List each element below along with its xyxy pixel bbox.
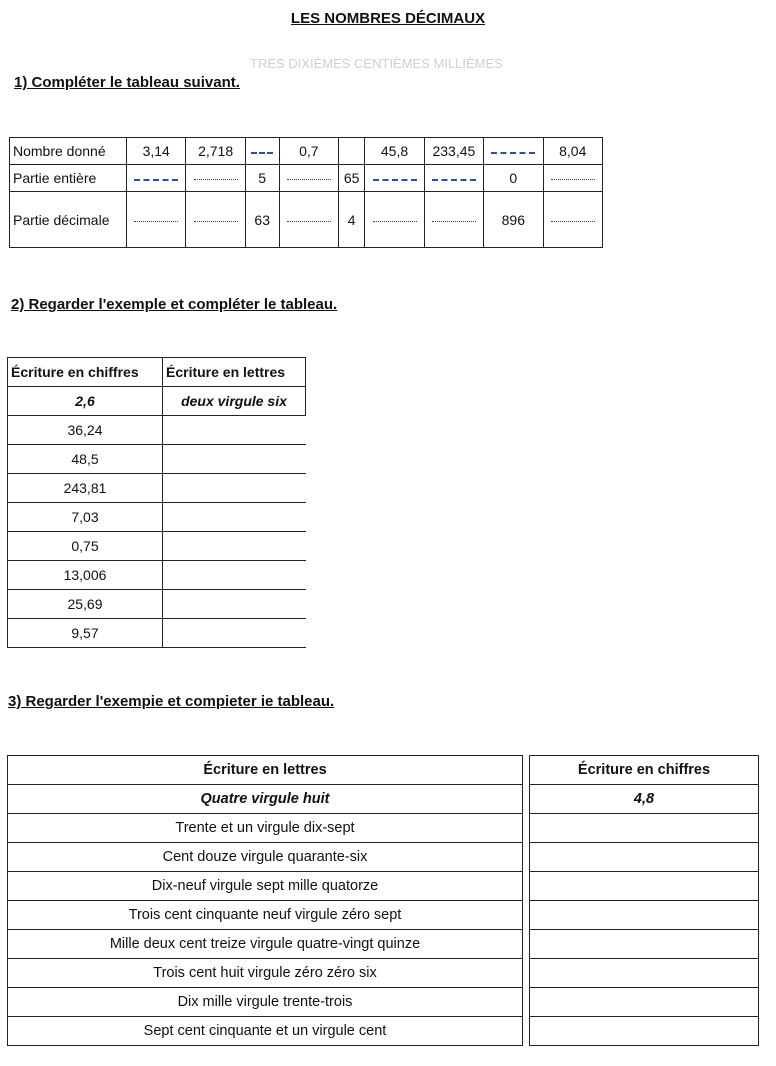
number-cell: 243,81 (8, 474, 163, 503)
words-cell: Sept cent cinquante et un virgule cent (8, 1017, 523, 1046)
table-row (8, 416, 306, 445)
number-cell: 0,75 (8, 532, 163, 561)
section1-heading: 1) Compléter le tableau suivant. (14, 74, 240, 91)
col-header-letters: Écriture en lettres (163, 358, 306, 387)
words-cell: Cent douze virgule quarante-six (8, 843, 523, 872)
table-row (8, 988, 759, 1017)
cell: 896 (484, 192, 543, 248)
number-cell: 36,24 (8, 416, 163, 445)
blank-cell[interactable] (127, 165, 186, 192)
column-gap (523, 872, 530, 901)
answer-cell[interactable] (530, 901, 759, 930)
col-header-letters: Écriture en lettres (8, 756, 523, 785)
table-row (8, 843, 759, 872)
decimal-part-row (10, 192, 603, 248)
given-number-row (10, 138, 603, 165)
col-header-digits: Écriture en chiffres (8, 358, 163, 387)
cell[interactable] (339, 138, 365, 165)
answer-cell[interactable] (530, 814, 759, 843)
words-cell: Trente et un virgule dix-sept (8, 814, 523, 843)
cell[interactable] (484, 138, 543, 165)
row-label: Partie décimale (10, 192, 127, 248)
integer-part-row (10, 165, 603, 192)
number-cell: 7,03 (8, 503, 163, 532)
table-row (8, 445, 306, 474)
cell: 63 (245, 192, 279, 248)
blank-cell[interactable] (279, 192, 338, 248)
example-letters: Quatre virgule huit (8, 785, 523, 814)
column-gap (523, 988, 530, 1017)
cell: 3,14 (127, 138, 186, 165)
answer-cell[interactable] (530, 872, 759, 901)
words-cell: Trois cent cinquante neuf virgule zéro sept (8, 901, 523, 930)
answer-cell[interactable] (163, 619, 306, 648)
table-row (8, 590, 306, 619)
column-gap (523, 930, 530, 959)
table-row (8, 532, 306, 561)
cell: 0,7 (279, 138, 338, 165)
cell[interactable] (245, 138, 279, 165)
blank-cell[interactable] (279, 165, 338, 192)
answer-cell[interactable] (530, 988, 759, 1017)
column-gap (523, 1017, 530, 1046)
bleed-through-text: TRES DIXIÈMES CENTIÈMES MILLIÈMES (250, 56, 503, 71)
cell: 65 (339, 165, 365, 192)
answer-cell[interactable] (163, 474, 306, 503)
blank-cell[interactable] (365, 192, 424, 248)
cell: 8,04 (543, 138, 602, 165)
section3-heading: 3) Regarder l'exempie et compieter ie tableau. (8, 693, 335, 710)
example-row (8, 387, 306, 416)
row-label: Partie entière (10, 165, 127, 192)
cell: 0 (484, 165, 543, 192)
blank-cell[interactable] (127, 192, 186, 248)
number-cell: 25,69 (8, 590, 163, 619)
example-letters: deux virgule six (163, 387, 306, 416)
number-cell: 9,57 (8, 619, 163, 648)
digits-to-letters-table (7, 357, 306, 648)
header-row (8, 756, 759, 785)
column-gap (523, 814, 530, 843)
table-row (8, 474, 306, 503)
letters-to-digits-table (7, 755, 759, 1046)
header-row (8, 358, 306, 387)
row-label: Nombre donné (10, 138, 127, 165)
column-gap (523, 901, 530, 930)
column-gap (523, 843, 530, 872)
answer-cell[interactable] (163, 503, 306, 532)
column-gap (523, 756, 530, 785)
cell: 45,8 (365, 138, 424, 165)
number-cell: 13,006 (8, 561, 163, 590)
answer-cell[interactable] (163, 416, 306, 445)
blank-cell[interactable] (424, 165, 483, 192)
page-title: LES NOMBRES DÉCIMAUX (290, 10, 486, 27)
answer-cell[interactable] (530, 959, 759, 988)
number-cell: 48,5 (8, 445, 163, 474)
example-row (8, 785, 759, 814)
table-row (8, 619, 306, 648)
table-row (8, 503, 306, 532)
col-header-digits: Écriture en chiffres (530, 756, 759, 785)
words-cell: Trois cent huit virgule zéro zéro six (8, 959, 523, 988)
example-digits: 2,6 (8, 387, 163, 416)
answer-cell[interactable] (163, 532, 306, 561)
blank-cell[interactable] (186, 192, 245, 248)
example-digits: 4,8 (530, 785, 759, 814)
words-cell: Mille deux cent treize virgule quatre-vingt quinze (8, 930, 523, 959)
words-cell: Dix mille virgule trente-trois (8, 988, 523, 1017)
answer-cell[interactable] (163, 445, 306, 474)
blank-cell[interactable] (543, 165, 602, 192)
answer-cell[interactable] (530, 930, 759, 959)
words-cell: Dix-neuf virgule sept mille quatorze (8, 872, 523, 901)
table-row (8, 814, 759, 843)
answer-cell[interactable] (530, 1017, 759, 1046)
blank-cell[interactable] (424, 192, 483, 248)
table-row (8, 930, 759, 959)
blank-cell[interactable] (186, 165, 245, 192)
cell: 4 (339, 192, 365, 248)
column-gap (523, 785, 530, 814)
table-row (8, 959, 759, 988)
table-row (8, 1017, 759, 1046)
section2-heading: 2) Regarder l'exemple et compléter le tableau. (11, 296, 338, 313)
column-gap (523, 959, 530, 988)
answer-cell[interactable] (163, 561, 306, 590)
answer-cell[interactable] (163, 590, 306, 619)
blank-cell[interactable] (543, 192, 602, 248)
table-row (8, 872, 759, 901)
table-row (8, 901, 759, 930)
answer-cell[interactable] (530, 843, 759, 872)
decimal-parts-table (9, 137, 603, 248)
table-row (8, 561, 306, 590)
cell: 5 (245, 165, 279, 192)
cell: 2,718 (186, 138, 245, 165)
blank-cell[interactable] (365, 165, 424, 192)
cell: 233,45 (424, 138, 483, 165)
